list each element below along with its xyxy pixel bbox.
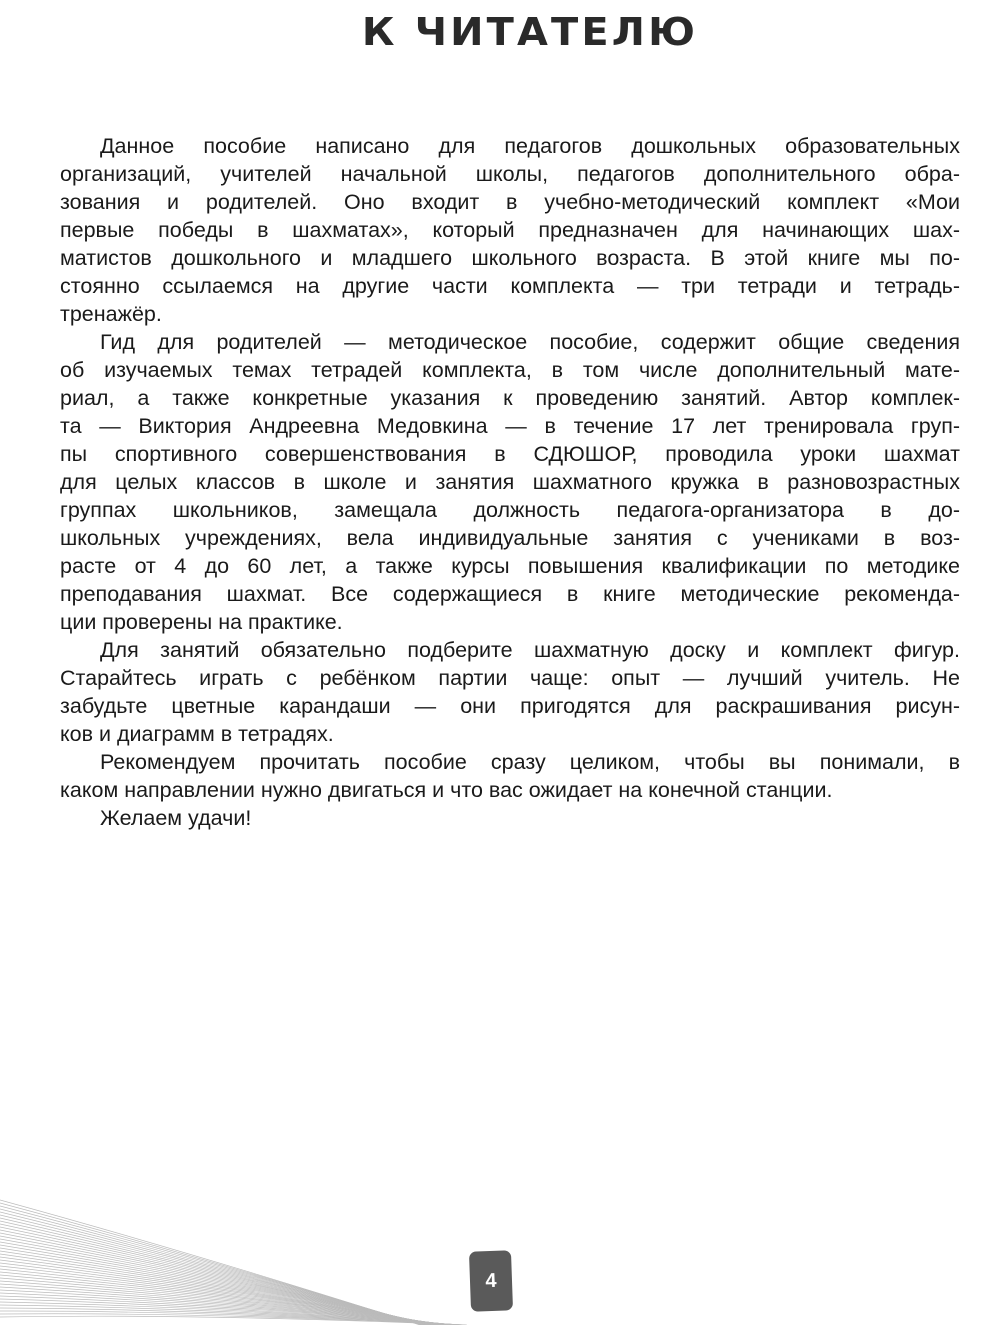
text-line: риал, а также конкретные указания к проведению занятий. Автор комплек- — [60, 386, 960, 410]
text-line: стоянно ссылаемся на другие части комплекта — три тетради и тетрадь- — [60, 274, 960, 298]
text-line: тренажёр. — [60, 302, 162, 326]
paragraph — [60, 748, 960, 804]
paragraph — [60, 132, 960, 328]
text-line: каком направлении нужно двигаться и что вас ожидает на конечной станции. — [60, 778, 833, 802]
text-line: об изучаемых темах тетрадей комплекта, в том числе дополнительный мате- — [60, 358, 960, 382]
text-line: та — Виктория Андреевна Медовкина — в течение 17 лет тренировала груп- — [60, 414, 960, 438]
text-line: Для занятий обязательно подберите шахматную доску и комплект фигур. — [100, 638, 960, 662]
paragraph — [60, 636, 960, 748]
text-line: ков и диаграмм в тетрадях. — [60, 722, 334, 746]
text-line: ции проверены на практике. — [60, 610, 343, 634]
page-number: 4 — [469, 1250, 513, 1311]
text-line: Старайтесь играть с ребёнком партии чаще: опыт — лучший учитель. Не — [60, 666, 960, 690]
paragraph — [60, 328, 960, 636]
text-line: школьных учреждениях, вела индивидуальные занятия с учениками в воз- — [60, 526, 960, 550]
text-line: пы спортивного совершенствования в СДЮШОР, проводила уроки шахмат — [60, 442, 960, 466]
text-line: Желаем удачи! — [100, 806, 252, 830]
text-line: преподавания шахмат. Все содержащиеся в книге методические рекоменда- — [60, 582, 960, 606]
text-line: Рекомендуем прочитать пособие сразу целиком, чтобы вы понимали, в — [100, 750, 960, 774]
paragraph — [60, 804, 960, 832]
body-text — [60, 132, 960, 832]
text-line: первые победы в шахматах», который предназначен для начинающих шах- — [60, 218, 960, 242]
page-title: К ЧИТАТЕЛЮ — [361, 10, 699, 54]
text-line: расте от 4 до 60 лет, а также курсы повышения квалификации по методике — [60, 554, 960, 578]
decorative-lines — [0, 1195, 480, 1325]
text-line: Данное пособие написано для педагогов дошкольных образовательных — [100, 134, 960, 158]
text-line: Гид для родителей — методическое пособие, содержит общие сведения — [100, 330, 960, 354]
text-line: забудьте цветные карандаши — они пригодятся для раскрашивания рисун- — [60, 694, 960, 718]
text-line: матистов дошкольного и младшего школьного возраста. В этой книге мы по- — [60, 246, 960, 270]
text-line: для целых классов в школе и занятия шахматного кружка в разновозрастных — [60, 470, 960, 494]
text-line: группах школьников, замещала должность педагога-организатора в до- — [60, 498, 960, 522]
text-line: зования и родителей. Оно входит в учебно-методический комплект «Мои — [60, 190, 960, 214]
text-line: организаций, учителей начальной школы, педагогов дополнительного обра- — [60, 162, 960, 186]
